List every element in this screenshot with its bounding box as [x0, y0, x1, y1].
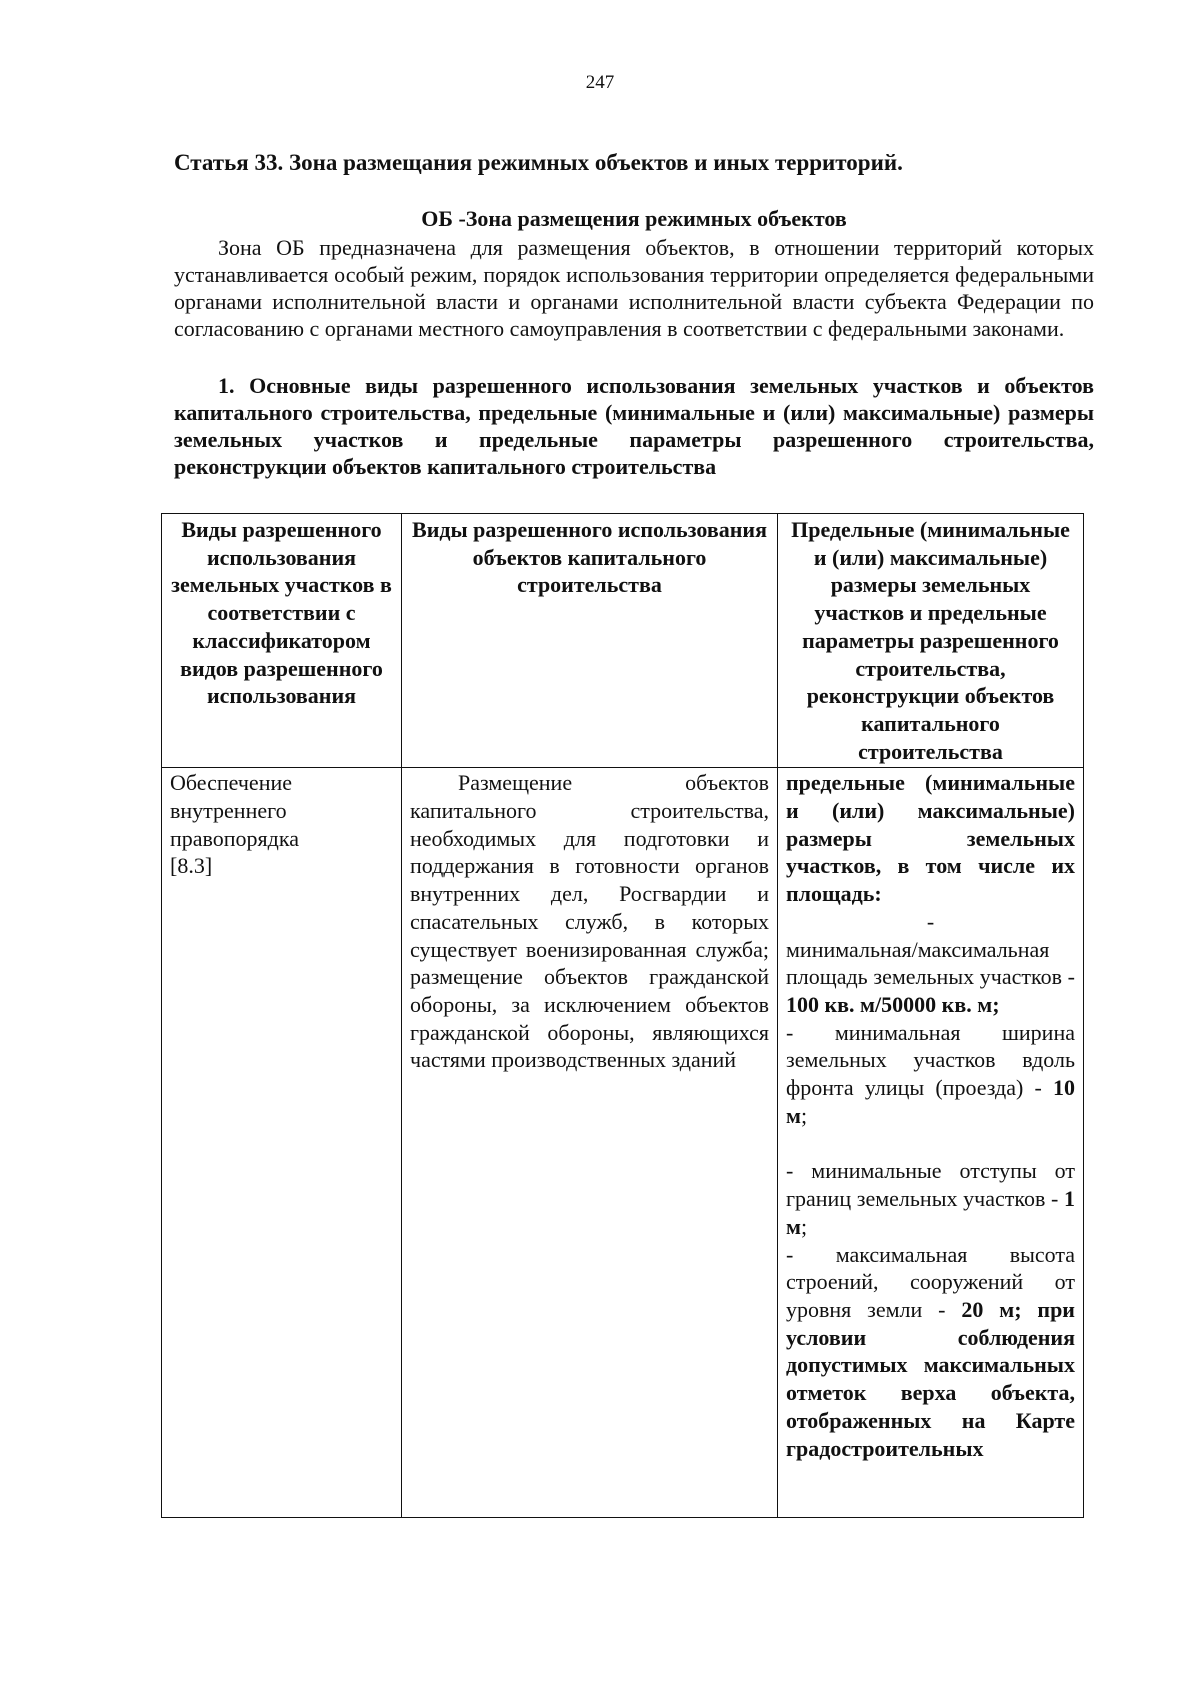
dash-4: - [786, 1241, 794, 1267]
zoning-table [161, 513, 1084, 1518]
land-use-code: [8.3] [170, 853, 213, 879]
setback-end: ; [801, 1213, 808, 1239]
section-heading: 1. Основные виды разрешенного использования земельных участков и объектов капитального строительства, предельные (минимальные и (или) максимальные) размеры земельных участков и предельные параметры разрешенного строительства, реконструкции объектов капитального строительства [174, 373, 1094, 479]
land-use-name: Обеспечение внутреннего правопорядка [170, 770, 299, 851]
table-header-row [162, 514, 1084, 768]
dash-3: - [786, 1158, 794, 1184]
page-number: 247 [585, 72, 615, 93]
height-limit [786, 1241, 1075, 1463]
header-objects: Виды разрешенного использования объектов капитального строительства [402, 514, 778, 768]
area-text: минимальная/максимальная площадь земельных участков - [786, 936, 1075, 990]
height-value: 20 м [961, 1296, 1015, 1322]
area-limit [786, 936, 1075, 1019]
zone-title: ОБ -Зона размещения режимных объектов [421, 206, 847, 231]
header-land-use: Виды разрешенного использования земельных участков в соответствии с классификатором видов разрешенного использования [162, 514, 402, 768]
article-title: Статья 33. Зона размещания режимных объектов и иных территорий. [174, 150, 903, 175]
width-end: ; [801, 1102, 808, 1128]
width-limit [786, 1019, 1075, 1130]
cell-land-use [162, 768, 402, 1518]
objects-text: Размещение объектов капитального строительства, необходимых для подготовки и поддержания в готовности органов внутренних дел, Росгвардии и спасательных служб, в которых существует военизированная служба; размещение объектов гражданской обороны, за исключением объектов гражданской обороны, являющихся частями производственных зданий [410, 770, 769, 1073]
header-limits: Предельные (минимальные и (или) максимальные) размеры земельных участков и предельные параметры разрешенного строительства, реконструкции объектов капитального строительства [778, 514, 1084, 768]
limits-heading: предельные (минимальные и (или) максимальные) размеры земельных участков, в том числе их площадь: [786, 770, 1075, 907]
height-condition: ; при условии соблюдения допустимых максимальных отметок верха объекта, отображенных на Карте градостроительных [786, 1296, 1075, 1461]
intro-paragraph: Зона ОБ предназначена для размещения объектов, в отношении территорий которых устанавливается особый режим, порядок использования территории определяется федеральными органами исполнительной власти и органами исполнительной власти субъекта Федерации по согласованию с органами местного самоуправления в соответствии с федеральными законами. [174, 235, 1094, 341]
height-text: максимальная высота строений, сооружений от уровня земли - [786, 1241, 1076, 1322]
cell-limits [778, 768, 1084, 1518]
width-text: минимальная ширина земельных участков вдоль фронта улицы (проезда) - [786, 1019, 1075, 1101]
cell-objects [402, 768, 778, 1518]
setback-value: 1 м [786, 1186, 1075, 1239]
dash-1: - [926, 908, 935, 934]
dash-2: - [786, 1019, 794, 1045]
setback-text: минимальные отступы от границ земельных участков - [786, 1158, 1075, 1212]
table-row [162, 768, 1084, 1518]
area-value: 100 кв. м/50000 кв. м; [786, 991, 1000, 1017]
setback-limit [786, 1157, 1075, 1240]
width-value: 10 м [786, 1075, 1075, 1128]
